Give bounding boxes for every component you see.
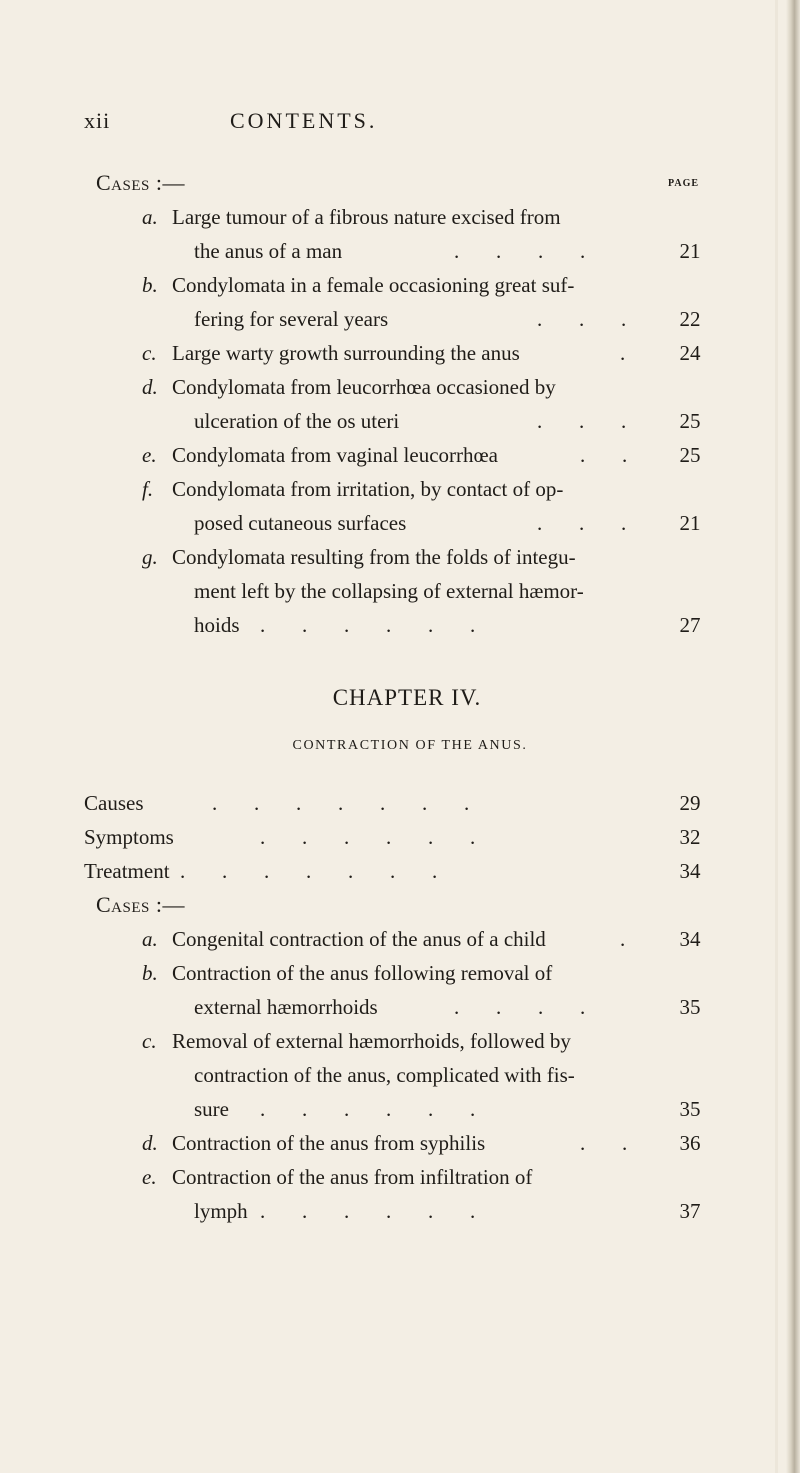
toc-entry-1g-cont: ment left by the collapsing of external hæmor- — [194, 579, 584, 603]
toc-entry-1a-cont: the anus of a man . . . . 21 — [0, 234, 800, 268]
toc-entry-causes[interactable]: Causes . . . . . . . 29 — [0, 786, 800, 820]
toc-entry-1b[interactable]: b. Condylomata in a female occasioning great suf- — [142, 273, 575, 297]
chapter-subtitle: CONTRACTION OF THE ANUS. — [292, 738, 528, 753]
page-number: 34 — [679, 859, 701, 883]
toc-entry-1b-cont: fering for several years . . . 22 — [0, 302, 800, 336]
page-number: 21 — [679, 511, 701, 535]
page-number: 32 — [679, 825, 701, 849]
page-number: 34 — [679, 927, 701, 951]
toc-entry-2b[interactable]: b. Contraction of the anus following removal of — [142, 961, 553, 985]
page-number: 36 — [679, 1131, 701, 1155]
chapter-title: CHAPTER IV. — [332, 685, 482, 710]
page-number: 35 — [679, 995, 701, 1019]
toc-entry-2d[interactable]: d. Contraction of the anus from syphilis . . 36 — [0, 1126, 800, 1160]
toc-entry-1c[interactable]: c. Large warty growth surrounding the anus . 24 — [0, 336, 800, 370]
toc-entry-1a[interactable]: a. Large tumour of a fibrous nature excised from — [142, 205, 561, 229]
toc-entry-1d-cont: ulceration of the os uteri . . . 25 — [0, 404, 800, 438]
toc-entry-symptoms[interactable]: Symptoms . . . . . . 32 — [0, 820, 800, 854]
page-number: 27 — [679, 613, 701, 637]
toc-entry-2e-cont: lymph . . . . . . 37 — [0, 1194, 800, 1228]
toc-entry-1g[interactable]: g. Condylomata resulting from the folds of integu- — [142, 545, 576, 569]
page-number: 29 — [679, 791, 701, 815]
toc-entry-2c-cont2: sure . . . . . . 35 — [0, 1092, 800, 1126]
cases-heading-2: Cases :— — [96, 892, 185, 917]
toc-entry-1g-cont2: hoids . . . . . . 27 — [0, 608, 800, 642]
page-number: 25 — [679, 409, 701, 433]
toc-entry-2c[interactable]: c. Removal of external hæmorrhoids, followed by — [142, 1029, 571, 1053]
toc-entry-1f-cont: posed cutaneous surfaces . . . 21 — [0, 506, 800, 540]
toc-entry-2b-cont: external hæmorrhoids . . . . 35 — [0, 990, 800, 1024]
toc-entry-1d[interactable]: d. Condylomata from leucorrhœa occasioned by — [142, 375, 556, 399]
page-column-label: PAGE — [668, 178, 700, 189]
toc-entry-2e[interactable]: e. Contraction of the anus from infiltration of — [142, 1165, 533, 1189]
page-number: 21 — [679, 239, 701, 263]
folio-number: xii — [84, 108, 111, 133]
toc-entry-2a[interactable]: a. Congenital contraction of the anus of a child . 34 — [0, 922, 800, 956]
page-number: 24 — [679, 341, 701, 365]
toc-entry-1f[interactable]: f. Condylomata from irritation, by contact of op- — [142, 477, 564, 501]
page-number: 22 — [679, 307, 701, 331]
toc-entry-2c-cont: contraction of the anus, complicated with fis- — [194, 1063, 575, 1087]
page-number: 25 — [679, 443, 701, 467]
running-header — [0, 108, 800, 138]
toc-entry-treatment[interactable]: Treatment . . . . . . . 34 — [0, 854, 800, 888]
toc-entry-1e[interactable]: e. Condylomata from vaginal leucorrhœa . . 25 — [0, 438, 800, 472]
running-title: CONTENTS. — [230, 108, 378, 133]
page-number: 35 — [679, 1097, 701, 1121]
page-number: 37 — [679, 1199, 701, 1223]
cases-heading-1: Cases :— — [96, 170, 185, 195]
